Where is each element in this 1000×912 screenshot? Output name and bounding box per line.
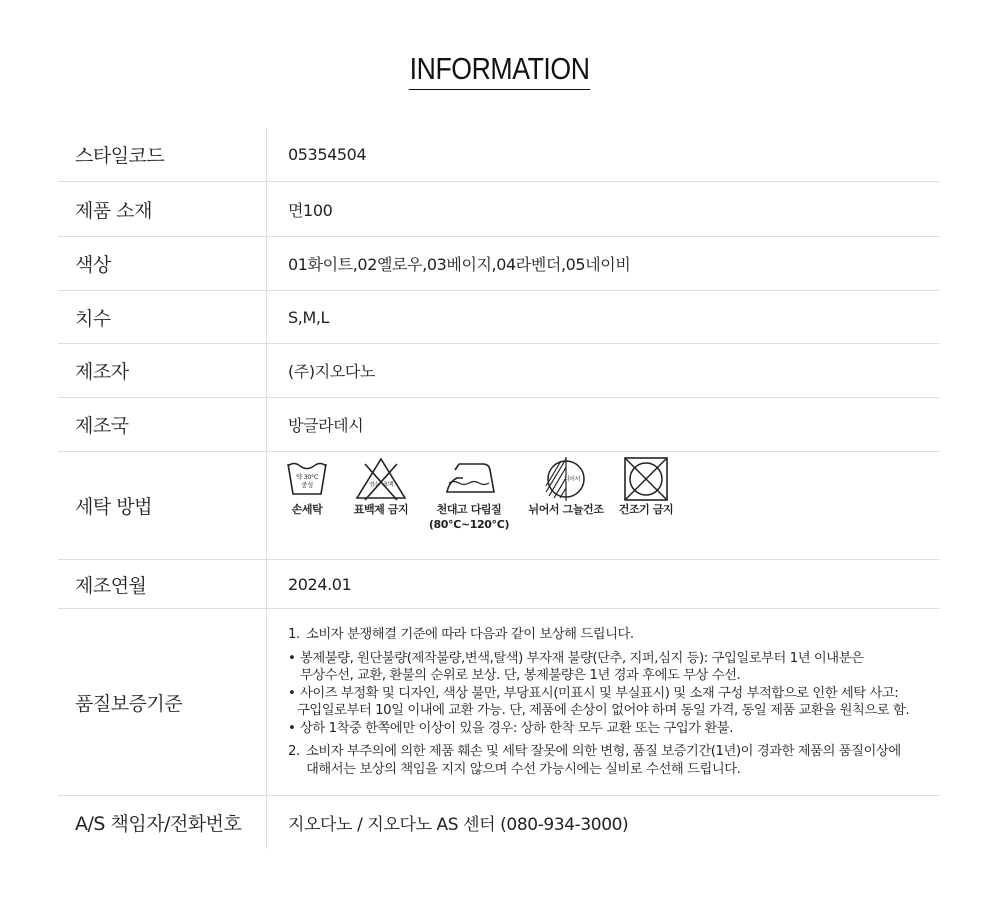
row-manufacturer bbox=[58, 344, 939, 398]
row-country bbox=[58, 398, 939, 452]
quality-bullet-3 bbox=[288, 720, 939, 738]
row-size bbox=[58, 291, 939, 344]
no-bleach-text-2: 표백 bbox=[383, 482, 393, 488]
iron-label-line-1: 천대고 다림질 bbox=[436, 503, 502, 516]
as-value: 지오다노 / 지오다노 AS 센터 (080-934-3000) bbox=[288, 815, 629, 835]
shade-dry-label: 뉘어서 그늘건조 bbox=[528, 503, 604, 516]
washing-label: 세탁 방법 bbox=[58, 452, 267, 559]
iron-icon bbox=[439, 456, 499, 498]
title-wrap bbox=[0, 50, 1000, 90]
color-label: 색상 bbox=[58, 237, 267, 290]
quality-label: 품질보증기준 bbox=[58, 609, 267, 795]
quality-item-2 bbox=[288, 743, 939, 778]
quality-item-2-line-1: 소비자 부주의에 의한 제품 훼손 및 세탁 잘못에 의한 변형, 품질 보증기간(1년)이 경과한 제품의 품질이상에 bbox=[306, 744, 901, 759]
manufacturer-label: 제조자 bbox=[58, 344, 267, 397]
row-washing bbox=[58, 452, 939, 560]
quality-bullet-2-line-1: 사이즈 부정확 및 디자인, 색상 불만, 부당표시(미표시 및 부실표시) 및 소재 구성 부적합으로 인한 세탁 사고: bbox=[300, 685, 899, 701]
style-code-label: 스타일코드 bbox=[58, 128, 267, 181]
quality-item-1-num: 1. bbox=[288, 627, 300, 642]
hand-wash-icon bbox=[285, 456, 329, 498]
material-value: 면100 bbox=[288, 200, 333, 220]
no-tumble-dry-label: 건조기 금지 bbox=[618, 503, 674, 516]
mfg-date-label: 제조연월 bbox=[58, 560, 267, 608]
quality-bullet-3-line-1: 상하 1착중 한쪽에만 이상이 있을 경우: 상하 한착 모두 교환 또는 구입가 환불. bbox=[300, 720, 733, 736]
hand-wash-label: 손세탁 bbox=[291, 503, 323, 516]
size-value: S,M,L bbox=[288, 307, 330, 327]
page-title: INFORMATION bbox=[409, 50, 591, 90]
as-label: A/S 책임자/전화번호 bbox=[58, 796, 267, 849]
care-icons bbox=[267, 452, 939, 559]
no-tumble-dry-icon bbox=[622, 456, 670, 502]
shade-dry-text: 뉘어서 bbox=[563, 476, 581, 483]
iron-label bbox=[429, 502, 509, 532]
quality-bullet-1 bbox=[288, 650, 939, 685]
row-mfg-date bbox=[58, 560, 939, 609]
hand-wash-temp: 약 30°C bbox=[295, 473, 319, 481]
shade-dry-flat-icon bbox=[541, 456, 591, 502]
care-hand-wash bbox=[285, 456, 329, 517]
quality-item-2-num: 2. bbox=[288, 744, 300, 759]
mfg-date-value: 2024.01 bbox=[288, 574, 352, 594]
row-material bbox=[58, 182, 939, 237]
quality-item-1 bbox=[288, 626, 939, 644]
no-bleach-text-1: 염소 bbox=[369, 482, 379, 488]
row-style-code bbox=[58, 128, 939, 182]
row-quality bbox=[58, 609, 939, 796]
quality-bullet-1-line-1: 봉제불량, 원단불량(제작불량,변색,탈색) 부자재 불량(단추, 지퍼,심지 등): 구입일로부터 1년 이내분은 bbox=[300, 650, 864, 666]
size-label: 치수 bbox=[58, 291, 267, 343]
country-label: 제조국 bbox=[58, 398, 267, 451]
color-value: 01화이트,02옐로우,03베이지,04라벤더,05네이비 bbox=[288, 255, 631, 274]
quality-bullet-2-line-2: 구입일로부터 10일 이내에 교환 가능. 단, 제품에 손상이 없어야 하며 동일 가격, 동일 제품 교환을 원칙으로 함. bbox=[297, 703, 910, 718]
quality-item-2-line-2: 대해서는 보상의 책임을 지지 않으며 수선 가능시에는 실비로 수선해 드립니다. bbox=[306, 761, 741, 777]
hand-wash-detergent: 중성 bbox=[301, 481, 313, 489]
row-color bbox=[58, 237, 939, 291]
country-value: 방글라데시 bbox=[288, 416, 364, 435]
no-bleach-icon bbox=[353, 456, 409, 502]
row-as bbox=[58, 796, 939, 849]
iron-label-line-2: (80℃~120℃) bbox=[428, 518, 510, 531]
quality-bullet-2 bbox=[288, 685, 939, 720]
product-info-table bbox=[58, 128, 939, 849]
care-no-tumble-dry bbox=[615, 456, 677, 517]
care-shade-dry bbox=[525, 456, 607, 517]
quality-text bbox=[267, 609, 939, 795]
bullet-dot: • bbox=[288, 720, 296, 736]
bullet-dot: • bbox=[288, 650, 296, 666]
bullet-dot: • bbox=[288, 685, 296, 701]
care-no-bleach bbox=[351, 456, 411, 517]
style-code-value: 05354504 bbox=[288, 145, 367, 164]
quality-bullet-1-line-2: 무상수선, 교환, 환불의 순위로 보상. 단, 봉제불량은 1년 경과 후에도 무상 수선. bbox=[300, 668, 741, 683]
quality-item-1-text: 소비자 분쟁해결 기준에 따라 다음과 같이 보상해 드립니다. bbox=[306, 627, 634, 642]
care-iron bbox=[428, 456, 510, 532]
manufacturer-value: (주)지오다노 bbox=[288, 362, 375, 381]
material-label: 제품 소재 bbox=[58, 182, 267, 236]
no-bleach-label: 표백제 금지 bbox=[353, 503, 409, 516]
